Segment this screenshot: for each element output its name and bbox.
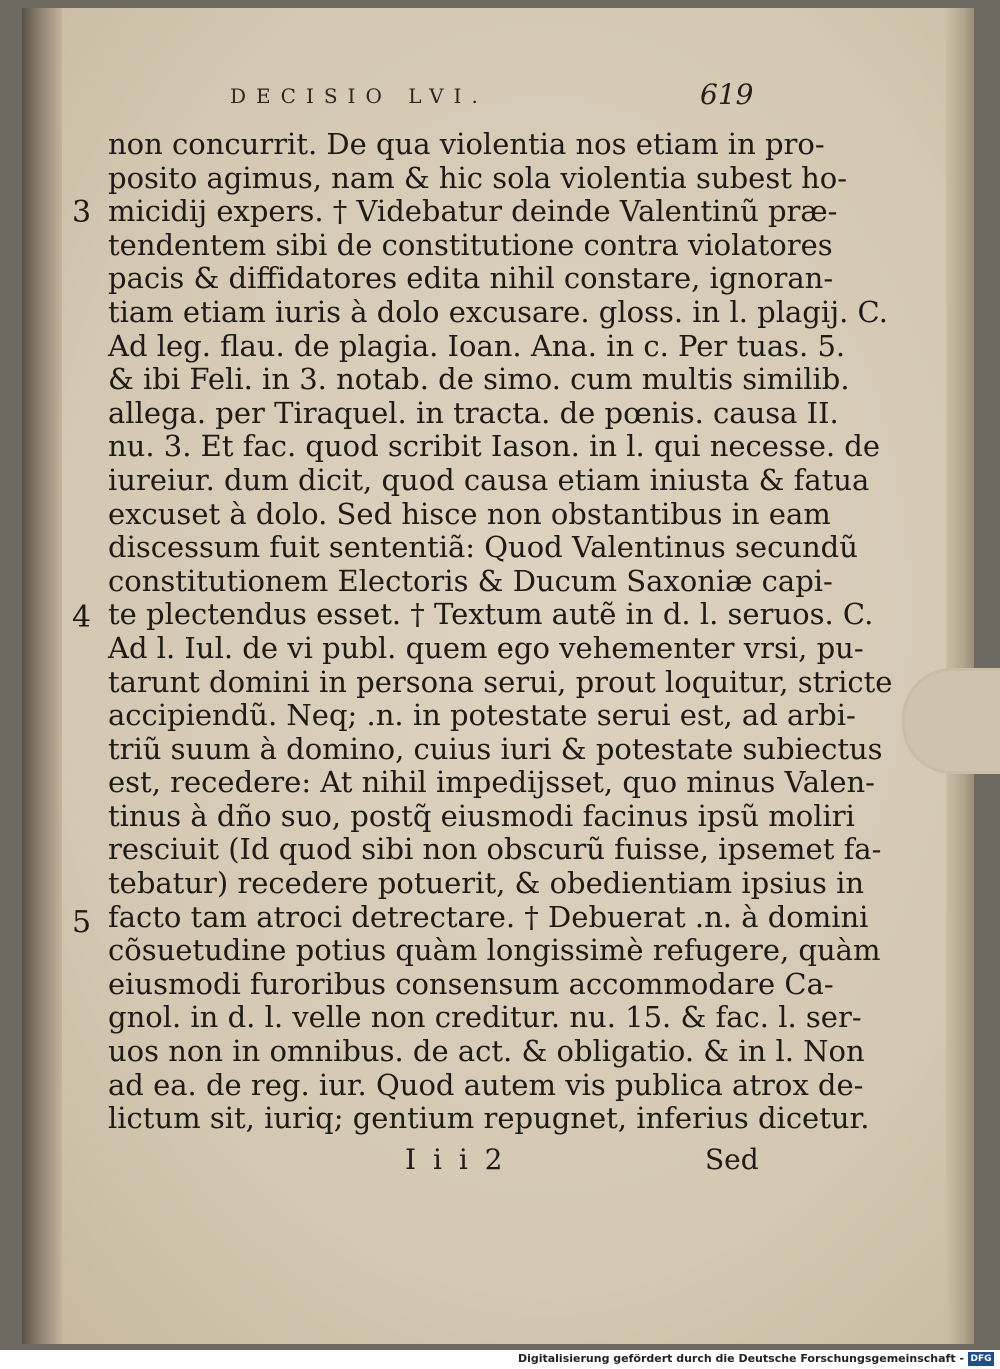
page-number: 619 bbox=[700, 78, 754, 111]
text-line: tiam etiam iuris à dolo excusare. gloss. in l. plagij. C. bbox=[108, 294, 888, 329]
marginal-note-3: 3 bbox=[72, 195, 92, 230]
text-line: Ad l. Iul. de vi publ. quem ego vehementer vrsi, pu- bbox=[108, 630, 864, 665]
text-line: uos non in omnibus. de act. & obligatio. & in l. Non bbox=[108, 1034, 865, 1069]
text-line: tinus à dño suo, postq̃ eiusmodi facinus ipsũ moliri bbox=[108, 798, 855, 833]
signature-mark: I i i 2 bbox=[405, 1143, 507, 1176]
text-line: excuset à dolo. Sed hisce non obstantibus in eam bbox=[108, 496, 831, 531]
text-line: posito agimus, nam & hic sola violentia subest ho- bbox=[108, 160, 848, 195]
text-line: triũ suum à domino, cuius iuri & potestate subiectus bbox=[108, 731, 883, 766]
text-line: discessum fuit sententiã: Quod Valentinus secundũ bbox=[108, 530, 858, 565]
text-line: eiusmodi furoribus consensum accommodare Ca- bbox=[108, 966, 834, 1001]
text-line: est, recedere: At nihil impedijsset, quo minus Valen- bbox=[108, 765, 875, 800]
catchword: Sed bbox=[705, 1143, 759, 1176]
text-line: cõsuetudine potius quàm longissimè refugere, quàm bbox=[108, 933, 881, 968]
dfg-logo: DFG bbox=[968, 1352, 994, 1366]
text-line: tendentem sibi de constitutione contra violatores bbox=[108, 227, 833, 262]
text-line: micidij expers. † Videbatur deinde Valentinũ præ- bbox=[108, 194, 838, 229]
text-line: gnol. in d. l. velle non creditur. nu. 15. & fac. l. ser- bbox=[108, 1000, 862, 1035]
text-line: constitutionem Electoris & Ducum Saxoniæ capi- bbox=[108, 563, 833, 598]
text-line: tarunt domini in persona serui, prout loquitur, stricte bbox=[108, 664, 893, 699]
running-head: DECISIO LVI. bbox=[230, 84, 488, 108]
marginal-note-5: 5 bbox=[72, 905, 92, 940]
text-line: non concurrit. De qua violentia nos etiam in pro- bbox=[108, 127, 825, 161]
marginal-note-4: 4 bbox=[72, 600, 92, 635]
text-line: facto tam atroci detrectare. † Debuerat .n. à domini bbox=[108, 899, 869, 934]
text-line: resciuit (Id quod sibi non obscurũ fuisse, ipsemet fa- bbox=[108, 832, 882, 867]
text-line: iureiur. dum dicit, quod causa etiam iniusta & fatua bbox=[108, 462, 870, 497]
text-line: te plectendus esset. † Textum autẽ in d. l. seruos. C. bbox=[108, 597, 874, 632]
text-line: tebatur) recedere potuerit, & obedientiam ipsius in bbox=[108, 866, 865, 901]
text-line: Ad leg. flau. de plagia. Ioan. Ana. in c. Per tuas. 5. bbox=[108, 328, 846, 363]
text-line: & ibi Feli. in 3. notab. de simo. cum multis similib. bbox=[108, 362, 850, 397]
text-line: ad ea. de reg. iur. Quod autem vis publica atrox de- bbox=[108, 1067, 864, 1102]
text-line: nu. 3. Et fac. quod scribit Iason. in l. qui necesse. de bbox=[108, 429, 881, 464]
digitization-credit: Digitalisierung gefördert durch die Deutsche Forschungsgemeinschaft - bbox=[517, 1352, 964, 1365]
page-gutter-shadow bbox=[22, 8, 62, 1344]
page-clip-tab bbox=[902, 668, 1000, 774]
text-line: allega. per Tiraquel. in tracta. de pœnis. causa II. bbox=[108, 395, 839, 430]
text-line: pacis & diffidatores edita nihil constare, ignoran- bbox=[108, 261, 834, 296]
text-line: lictum sit, iuriq; gentium repugnet, inferius dicetur. bbox=[108, 1101, 870, 1136]
body-text bbox=[108, 127, 893, 1136]
text-line: accipiendũ. Neq; .n. in potestate serui est, ad arbi- bbox=[108, 698, 856, 733]
